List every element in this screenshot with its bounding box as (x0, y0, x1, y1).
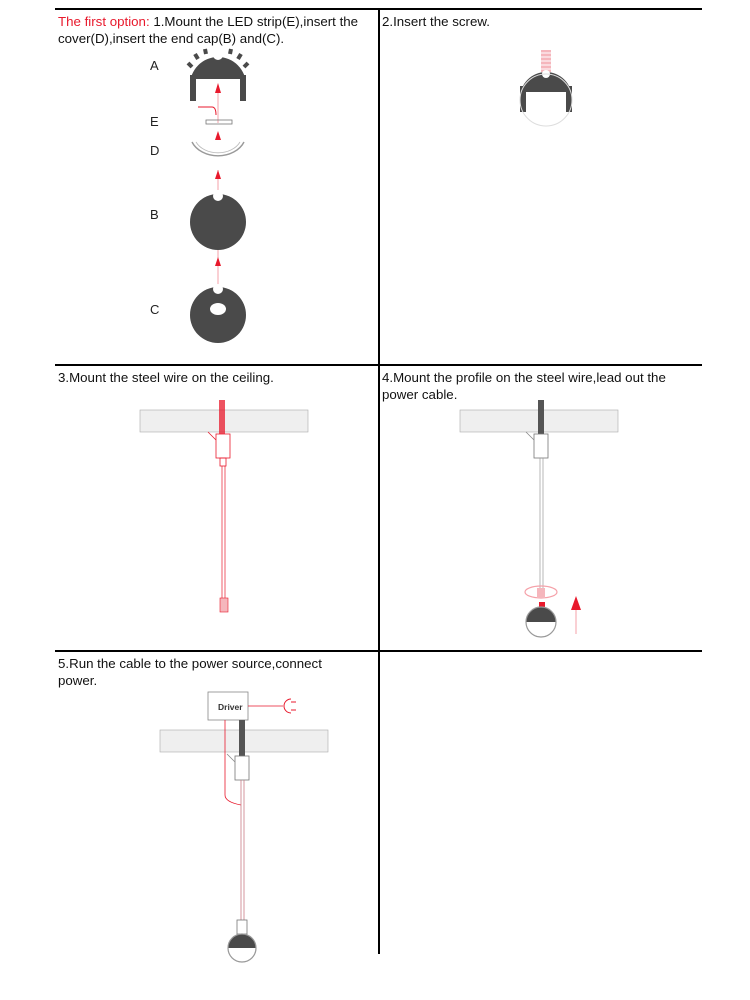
step-2-text: 2.Insert the screw. (382, 14, 490, 29)
step-1-exploded-diagram (170, 45, 270, 355)
driver-label: Driver (218, 702, 243, 712)
step-3-text: 3.Mount the steel wire on the ceiling. (58, 370, 274, 385)
step-2-screw-diagram (512, 50, 582, 130)
part-label-a: A (150, 58, 159, 73)
step-1-prefix: The first option: (58, 14, 154, 29)
step-5-text: 5.Run the cable to the power source,connect power. (58, 656, 322, 688)
step-3-ceiling-wire-diagram (140, 400, 340, 620)
step-5-power-connection-diagram (155, 690, 355, 970)
end-cap-b-icon (188, 191, 248, 250)
part-label-b: B (150, 207, 159, 222)
part-label-c: C (150, 302, 160, 317)
step-1-instruction: 1.Mount the LED strip(E),insert the cover(D),insert the end cap(B) and(C). (58, 14, 359, 46)
step-1-text (58, 13, 376, 47)
part-label-e: E (150, 114, 159, 129)
step-4-profile-mount-diagram (460, 400, 660, 640)
end-cap-c-icon (188, 284, 248, 343)
table-column-divider (378, 8, 380, 954)
step-4-text: 4.Mount the profile on the steel wire,lead out the power cable. (382, 370, 666, 402)
part-label-d: D (150, 143, 160, 158)
